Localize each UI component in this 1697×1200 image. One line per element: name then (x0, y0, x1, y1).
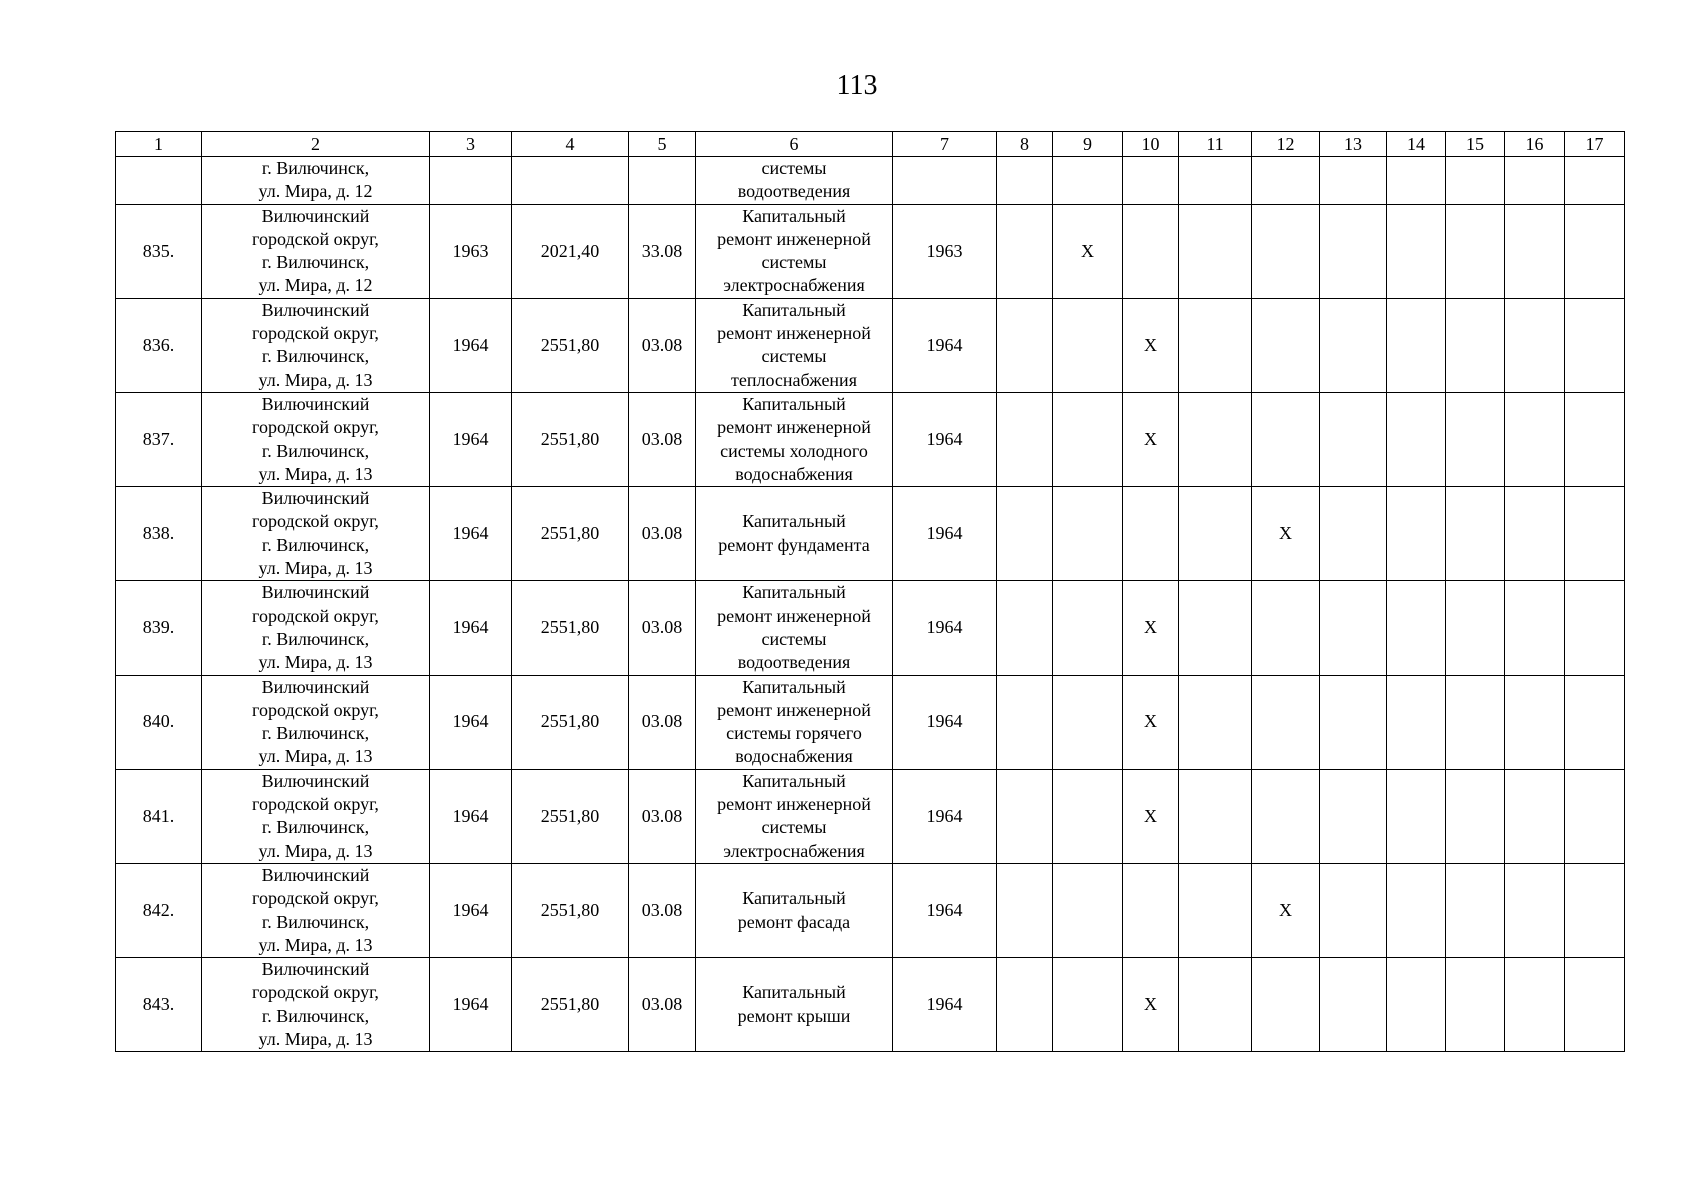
cell-code: 03.08 (629, 392, 696, 486)
cell-year-planned: 1964 (893, 675, 997, 769)
cell-col-15 (1446, 392, 1505, 486)
cell-col-8 (997, 392, 1053, 486)
cell-row-number: 840. (116, 675, 202, 769)
cell-area (512, 157, 629, 205)
cell-col-16 (1505, 392, 1565, 486)
cell-col-16 (1505, 204, 1565, 298)
cell-year-built (430, 157, 512, 205)
cell-address: Вилючинский городской округ, г. Вилючинск, ул. Мира, д. 13 (202, 581, 430, 675)
cell-col-14 (1387, 675, 1446, 769)
cell-address: Вилючинский городской округ, г. Вилючинск, ул. Мира, д. 13 (202, 392, 430, 486)
cell-col-9 (1053, 487, 1123, 581)
cell-col-14 (1387, 581, 1446, 675)
cell-col-16 (1505, 157, 1565, 205)
cell-work-type: Капитальный ремонт инженерной системы электроснабжения (696, 204, 893, 298)
cell-col-12 (1252, 581, 1320, 675)
cell-work-type: Капитальный ремонт инженерной системы электроснабжения (696, 769, 893, 863)
cell-work-type: Капитальный ремонт инженерной системы холодного водоснабжения (696, 392, 893, 486)
page-number: 113 (836, 70, 878, 101)
table-row (116, 863, 1625, 957)
table-row (116, 675, 1625, 769)
cell-col-16 (1505, 863, 1565, 957)
cell-work-type: Капитальный ремонт инженерной системы водоотведения (696, 581, 893, 675)
cell-col-9 (1053, 298, 1123, 392)
cell-col-13 (1320, 204, 1387, 298)
cell-col-8 (997, 298, 1053, 392)
table-row (116, 487, 1625, 581)
cell-col-15 (1446, 204, 1505, 298)
cell-col-15 (1446, 157, 1505, 205)
cell-col-8 (997, 581, 1053, 675)
cell-row-number: 837. (116, 392, 202, 486)
works-table (115, 131, 1625, 1052)
cell-code: 03.08 (629, 675, 696, 769)
cell-col-8 (997, 769, 1053, 863)
cell-col-13 (1320, 581, 1387, 675)
cell-code: 03.08 (629, 958, 696, 1052)
cell-col-10 (1123, 863, 1179, 957)
cell-work-type: Капитальный ремонт крыши (696, 958, 893, 1052)
cell-col-17 (1565, 157, 1625, 205)
cell-col-16 (1505, 675, 1565, 769)
table-row (116, 298, 1625, 392)
cell-col-14 (1387, 769, 1446, 863)
header-cell-10: 10 (1123, 132, 1179, 157)
cell-code: 03.08 (629, 581, 696, 675)
cell-area: 2551,80 (512, 392, 629, 486)
header-cell-16: 16 (1505, 132, 1565, 157)
cell-col-14 (1387, 863, 1446, 957)
table-row (116, 769, 1625, 863)
header-cell-17: 17 (1565, 132, 1625, 157)
cell-col-9 (1053, 863, 1123, 957)
cell-row-number: 842. (116, 863, 202, 957)
cell-col-14 (1387, 204, 1446, 298)
header-cell-6: 6 (696, 132, 893, 157)
cell-col-9 (1053, 157, 1123, 205)
table-row (116, 392, 1625, 486)
cell-address: Вилючинский городской округ, г. Вилючинск, ул. Мира, д. 13 (202, 769, 430, 863)
header-cell-15: 15 (1446, 132, 1505, 157)
cell-address: Вилючинский городской округ, г. Вилючинск, ул. Мира, д. 12 (202, 204, 430, 298)
cell-year-built: 1963 (430, 204, 512, 298)
cell-year-planned (893, 157, 997, 205)
cell-col-11 (1179, 675, 1252, 769)
cell-area: 2551,80 (512, 581, 629, 675)
cell-address: г. Вилючинск, ул. Мира, д. 12 (202, 157, 430, 205)
cell-col-17 (1565, 863, 1625, 957)
cell-col-9 (1053, 581, 1123, 675)
cell-work-type: системы водоотведения (696, 157, 893, 205)
table-row (116, 157, 1625, 205)
cell-col-12: Х (1252, 487, 1320, 581)
cell-year-planned: 1964 (893, 581, 997, 675)
cell-year-planned: 1963 (893, 204, 997, 298)
cell-year-built: 1964 (430, 958, 512, 1052)
cell-address: Вилючинский городской округ, г. Вилючинск, ул. Мира, д. 13 (202, 298, 430, 392)
cell-col-14 (1387, 392, 1446, 486)
cell-year-planned: 1964 (893, 392, 997, 486)
cell-work-type: Капитальный ремонт фасада (696, 863, 893, 957)
header-cell-1: 1 (116, 132, 202, 157)
cell-col-15 (1446, 298, 1505, 392)
cell-work-type: Капитальный ремонт фундамента (696, 487, 893, 581)
header-cell-11: 11 (1179, 132, 1252, 157)
cell-col-11 (1179, 392, 1252, 486)
cell-col-12 (1252, 392, 1320, 486)
cell-col-13 (1320, 487, 1387, 581)
cell-col-17 (1565, 581, 1625, 675)
table-row (116, 958, 1625, 1052)
cell-area: 2551,80 (512, 769, 629, 863)
cell-row-number: 835. (116, 204, 202, 298)
cell-col-8 (997, 204, 1053, 298)
cell-col-9 (1053, 675, 1123, 769)
header-cell-8: 8 (997, 132, 1053, 157)
cell-area: 2551,80 (512, 675, 629, 769)
cell-col-16 (1505, 581, 1565, 675)
cell-col-8 (997, 863, 1053, 957)
header-cell-2: 2 (202, 132, 430, 157)
cell-col-9: Х (1053, 204, 1123, 298)
cell-year-built: 1964 (430, 581, 512, 675)
cell-code: 03.08 (629, 298, 696, 392)
cell-col-10: Х (1123, 769, 1179, 863)
table-row (116, 204, 1625, 298)
cell-code: 03.08 (629, 769, 696, 863)
cell-col-13 (1320, 958, 1387, 1052)
cell-row-number: 836. (116, 298, 202, 392)
cell-area: 2551,80 (512, 298, 629, 392)
header-row (116, 132, 1625, 157)
cell-code: 03.08 (629, 487, 696, 581)
cell-col-8 (997, 675, 1053, 769)
cell-year-built: 1964 (430, 675, 512, 769)
cell-col-17 (1565, 204, 1625, 298)
table-row (116, 581, 1625, 675)
cell-col-8 (997, 487, 1053, 581)
header-cell-12: 12 (1252, 132, 1320, 157)
cell-year-built: 1964 (430, 392, 512, 486)
cell-col-11 (1179, 863, 1252, 957)
cell-col-16 (1505, 298, 1565, 392)
cell-col-8 (997, 157, 1053, 205)
cell-col-14 (1387, 487, 1446, 581)
cell-area: 2551,80 (512, 863, 629, 957)
cell-col-16 (1505, 958, 1565, 1052)
cell-col-12 (1252, 204, 1320, 298)
cell-col-15 (1446, 769, 1505, 863)
cell-col-10: Х (1123, 298, 1179, 392)
cell-row-number: 841. (116, 769, 202, 863)
cell-row-number: 838. (116, 487, 202, 581)
cell-col-13 (1320, 157, 1387, 205)
cell-col-12 (1252, 769, 1320, 863)
cell-year-planned: 1964 (893, 487, 997, 581)
cell-col-10: Х (1123, 581, 1179, 675)
cell-address: Вилючинский городской округ, г. Вилючинск, ул. Мира, д. 13 (202, 958, 430, 1052)
cell-col-9 (1053, 769, 1123, 863)
cell-col-11 (1179, 958, 1252, 1052)
cell-col-14 (1387, 958, 1446, 1052)
cell-area: 2021,40 (512, 204, 629, 298)
cell-year-built: 1964 (430, 487, 512, 581)
cell-col-15 (1446, 863, 1505, 957)
cell-col-17 (1565, 392, 1625, 486)
cell-col-9 (1053, 958, 1123, 1052)
cell-col-11 (1179, 298, 1252, 392)
cell-year-built: 1964 (430, 769, 512, 863)
cell-year-planned: 1964 (893, 863, 997, 957)
cell-col-12: Х (1252, 863, 1320, 957)
cell-col-12 (1252, 298, 1320, 392)
cell-year-planned: 1964 (893, 769, 997, 863)
header-cell-5: 5 (629, 132, 696, 157)
cell-year-planned: 1964 (893, 298, 997, 392)
cell-col-11 (1179, 581, 1252, 675)
cell-col-17 (1565, 769, 1625, 863)
cell-col-13 (1320, 675, 1387, 769)
cell-col-13 (1320, 769, 1387, 863)
cell-area: 2551,80 (512, 958, 629, 1052)
cell-col-15 (1446, 958, 1505, 1052)
cell-year-planned: 1964 (893, 958, 997, 1052)
cell-col-11 (1179, 769, 1252, 863)
cell-address: Вилючинский городской округ, г. Вилючинск, ул. Мира, д. 13 (202, 675, 430, 769)
cell-row-number: 843. (116, 958, 202, 1052)
cell-row-number: 839. (116, 581, 202, 675)
cell-col-13 (1320, 863, 1387, 957)
cell-work-type: Капитальный ремонт инженерной системы горячего водоснабжения (696, 675, 893, 769)
cell-col-17 (1565, 487, 1625, 581)
cell-area: 2551,80 (512, 487, 629, 581)
cell-code (629, 157, 696, 205)
cell-year-built: 1964 (430, 298, 512, 392)
cell-col-10 (1123, 487, 1179, 581)
cell-col-17 (1565, 958, 1625, 1052)
cell-col-13 (1320, 298, 1387, 392)
cell-code: 33.08 (629, 204, 696, 298)
cell-col-10: Х (1123, 675, 1179, 769)
header-cell-4: 4 (512, 132, 629, 157)
cell-work-type: Капитальный ремонт инженерной системы теплоснабжения (696, 298, 893, 392)
header-cell-9: 9 (1053, 132, 1123, 157)
cell-col-10: Х (1123, 958, 1179, 1052)
cell-col-12 (1252, 958, 1320, 1052)
cell-address: Вилючинский городской округ, г. Вилючинск, ул. Мира, д. 13 (202, 863, 430, 957)
cell-col-15 (1446, 487, 1505, 581)
cell-col-10 (1123, 157, 1179, 205)
header-cell-7: 7 (893, 132, 997, 157)
header-cell-3: 3 (430, 132, 512, 157)
cell-row-number (116, 157, 202, 205)
cell-col-17 (1565, 298, 1625, 392)
cell-col-17 (1565, 675, 1625, 769)
cell-col-14 (1387, 298, 1446, 392)
cell-col-9 (1053, 392, 1123, 486)
header-cell-14: 14 (1387, 132, 1446, 157)
cell-col-11 (1179, 487, 1252, 581)
cell-year-built: 1964 (430, 863, 512, 957)
cell-col-15 (1446, 581, 1505, 675)
cell-col-16 (1505, 769, 1565, 863)
cell-col-10: Х (1123, 392, 1179, 486)
cell-col-12 (1252, 157, 1320, 205)
cell-col-11 (1179, 157, 1252, 205)
cell-col-12 (1252, 675, 1320, 769)
cell-col-11 (1179, 204, 1252, 298)
cell-col-15 (1446, 675, 1505, 769)
cell-code: 03.08 (629, 863, 696, 957)
header-cell-13: 13 (1320, 132, 1387, 157)
cell-col-14 (1387, 157, 1446, 205)
cell-col-16 (1505, 487, 1565, 581)
cell-address: Вилючинский городской округ, г. Вилючинск, ул. Мира, д. 13 (202, 487, 430, 581)
cell-col-10 (1123, 204, 1179, 298)
cell-col-8 (997, 958, 1053, 1052)
cell-col-13 (1320, 392, 1387, 486)
